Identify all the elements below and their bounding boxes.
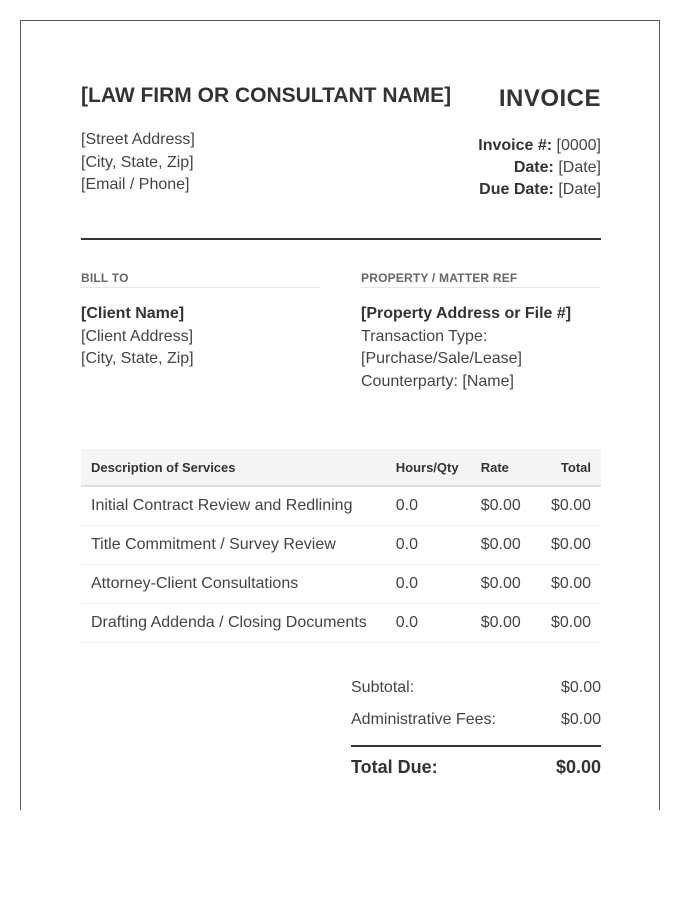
row-total: $0.00 (534, 526, 601, 565)
invoice-due-value: [Date] (558, 181, 601, 198)
row-total: $0.00 (534, 565, 601, 604)
admin-fees-row (351, 709, 601, 741)
property-block (361, 303, 601, 393)
admin-fees-value: $0.00 (560, 711, 601, 728)
table-row (81, 565, 601, 604)
invoice-title: INVOICE (498, 85, 601, 112)
row-rate: $0.00 (471, 565, 534, 604)
services-table (81, 449, 601, 643)
firm-street: [Street Address] (81, 131, 195, 148)
total-due-value: $0.00 (555, 757, 601, 777)
invoice-number-label: Invoice #: (478, 137, 553, 154)
client-name: [Client Name] (81, 305, 185, 322)
bill-to-block (81, 303, 194, 371)
row-rate: $0.00 (471, 526, 534, 565)
col-hours: Hours/Qty (386, 449, 471, 486)
firm-contact: [Email / Phone] (81, 176, 190, 193)
row-qty: 0.0 (386, 486, 471, 526)
col-description: Description of Services (81, 449, 386, 486)
row-description: Title Commitment / Survey Review (81, 526, 386, 565)
firm-address (81, 129, 195, 197)
row-qty: 0.0 (386, 526, 471, 565)
total-due-label: Total Due: (351, 757, 438, 777)
invoice-date-label: Date: (513, 159, 554, 176)
totals-block (351, 677, 601, 778)
admin-fees-label: Administrative Fees: (351, 711, 496, 728)
counterparty: Counterparty: [Name] (361, 372, 514, 390)
row-total: $0.00 (534, 604, 601, 643)
subtotal-value: $0.00 (560, 679, 601, 696)
invoice-due-label: Due Date: (479, 181, 554, 198)
invoice-date-value: [Date] (558, 159, 601, 176)
row-description: Attorney-Client Consultations (81, 565, 386, 604)
bill-to-heading: BILL TO (81, 271, 321, 288)
row-qty: 0.0 (386, 565, 471, 604)
row-description: Drafting Addenda / Closing Documents (81, 604, 386, 643)
property-heading: PROPERTY / MATTER REF (361, 271, 601, 288)
col-total: Total (534, 449, 601, 486)
services-header-row (81, 449, 601, 486)
subtotal-label: Subtotal: (351, 679, 415, 696)
table-row (81, 486, 601, 526)
transaction-type-label: Transaction Type: (361, 327, 488, 345)
totals-divider (351, 745, 601, 747)
subtotal-row (351, 677, 601, 709)
client-address: [Client Address] (81, 327, 194, 345)
row-total: $0.00 (534, 486, 601, 526)
row-rate: $0.00 (471, 486, 534, 526)
property-ref: [Property Address or File #] (361, 305, 572, 322)
row-rate: $0.00 (471, 604, 534, 643)
col-rate: Rate (471, 449, 534, 486)
header-divider (81, 238, 601, 240)
transaction-type-value: [Purchase/Sale/Lease] (361, 350, 522, 367)
invoice-page (20, 20, 660, 810)
invoice-meta (478, 135, 601, 201)
table-row (81, 526, 601, 565)
invoice-number-value: [0000] (556, 137, 601, 154)
total-due-row (351, 757, 601, 778)
firm-city: [City, State, Zip] (81, 153, 194, 171)
invoice-date-row (478, 157, 601, 179)
row-description: Initial Contract Review and Redlining (81, 486, 386, 526)
client-city: [City, State, Zip] (81, 350, 194, 367)
table-row (81, 604, 601, 643)
invoice-number-row (478, 135, 601, 157)
invoice-due-row (478, 179, 601, 201)
row-qty: 0.0 (386, 604, 471, 643)
firm-name: [LAW FIRM OR CONSULTANT NAME] (81, 84, 452, 107)
